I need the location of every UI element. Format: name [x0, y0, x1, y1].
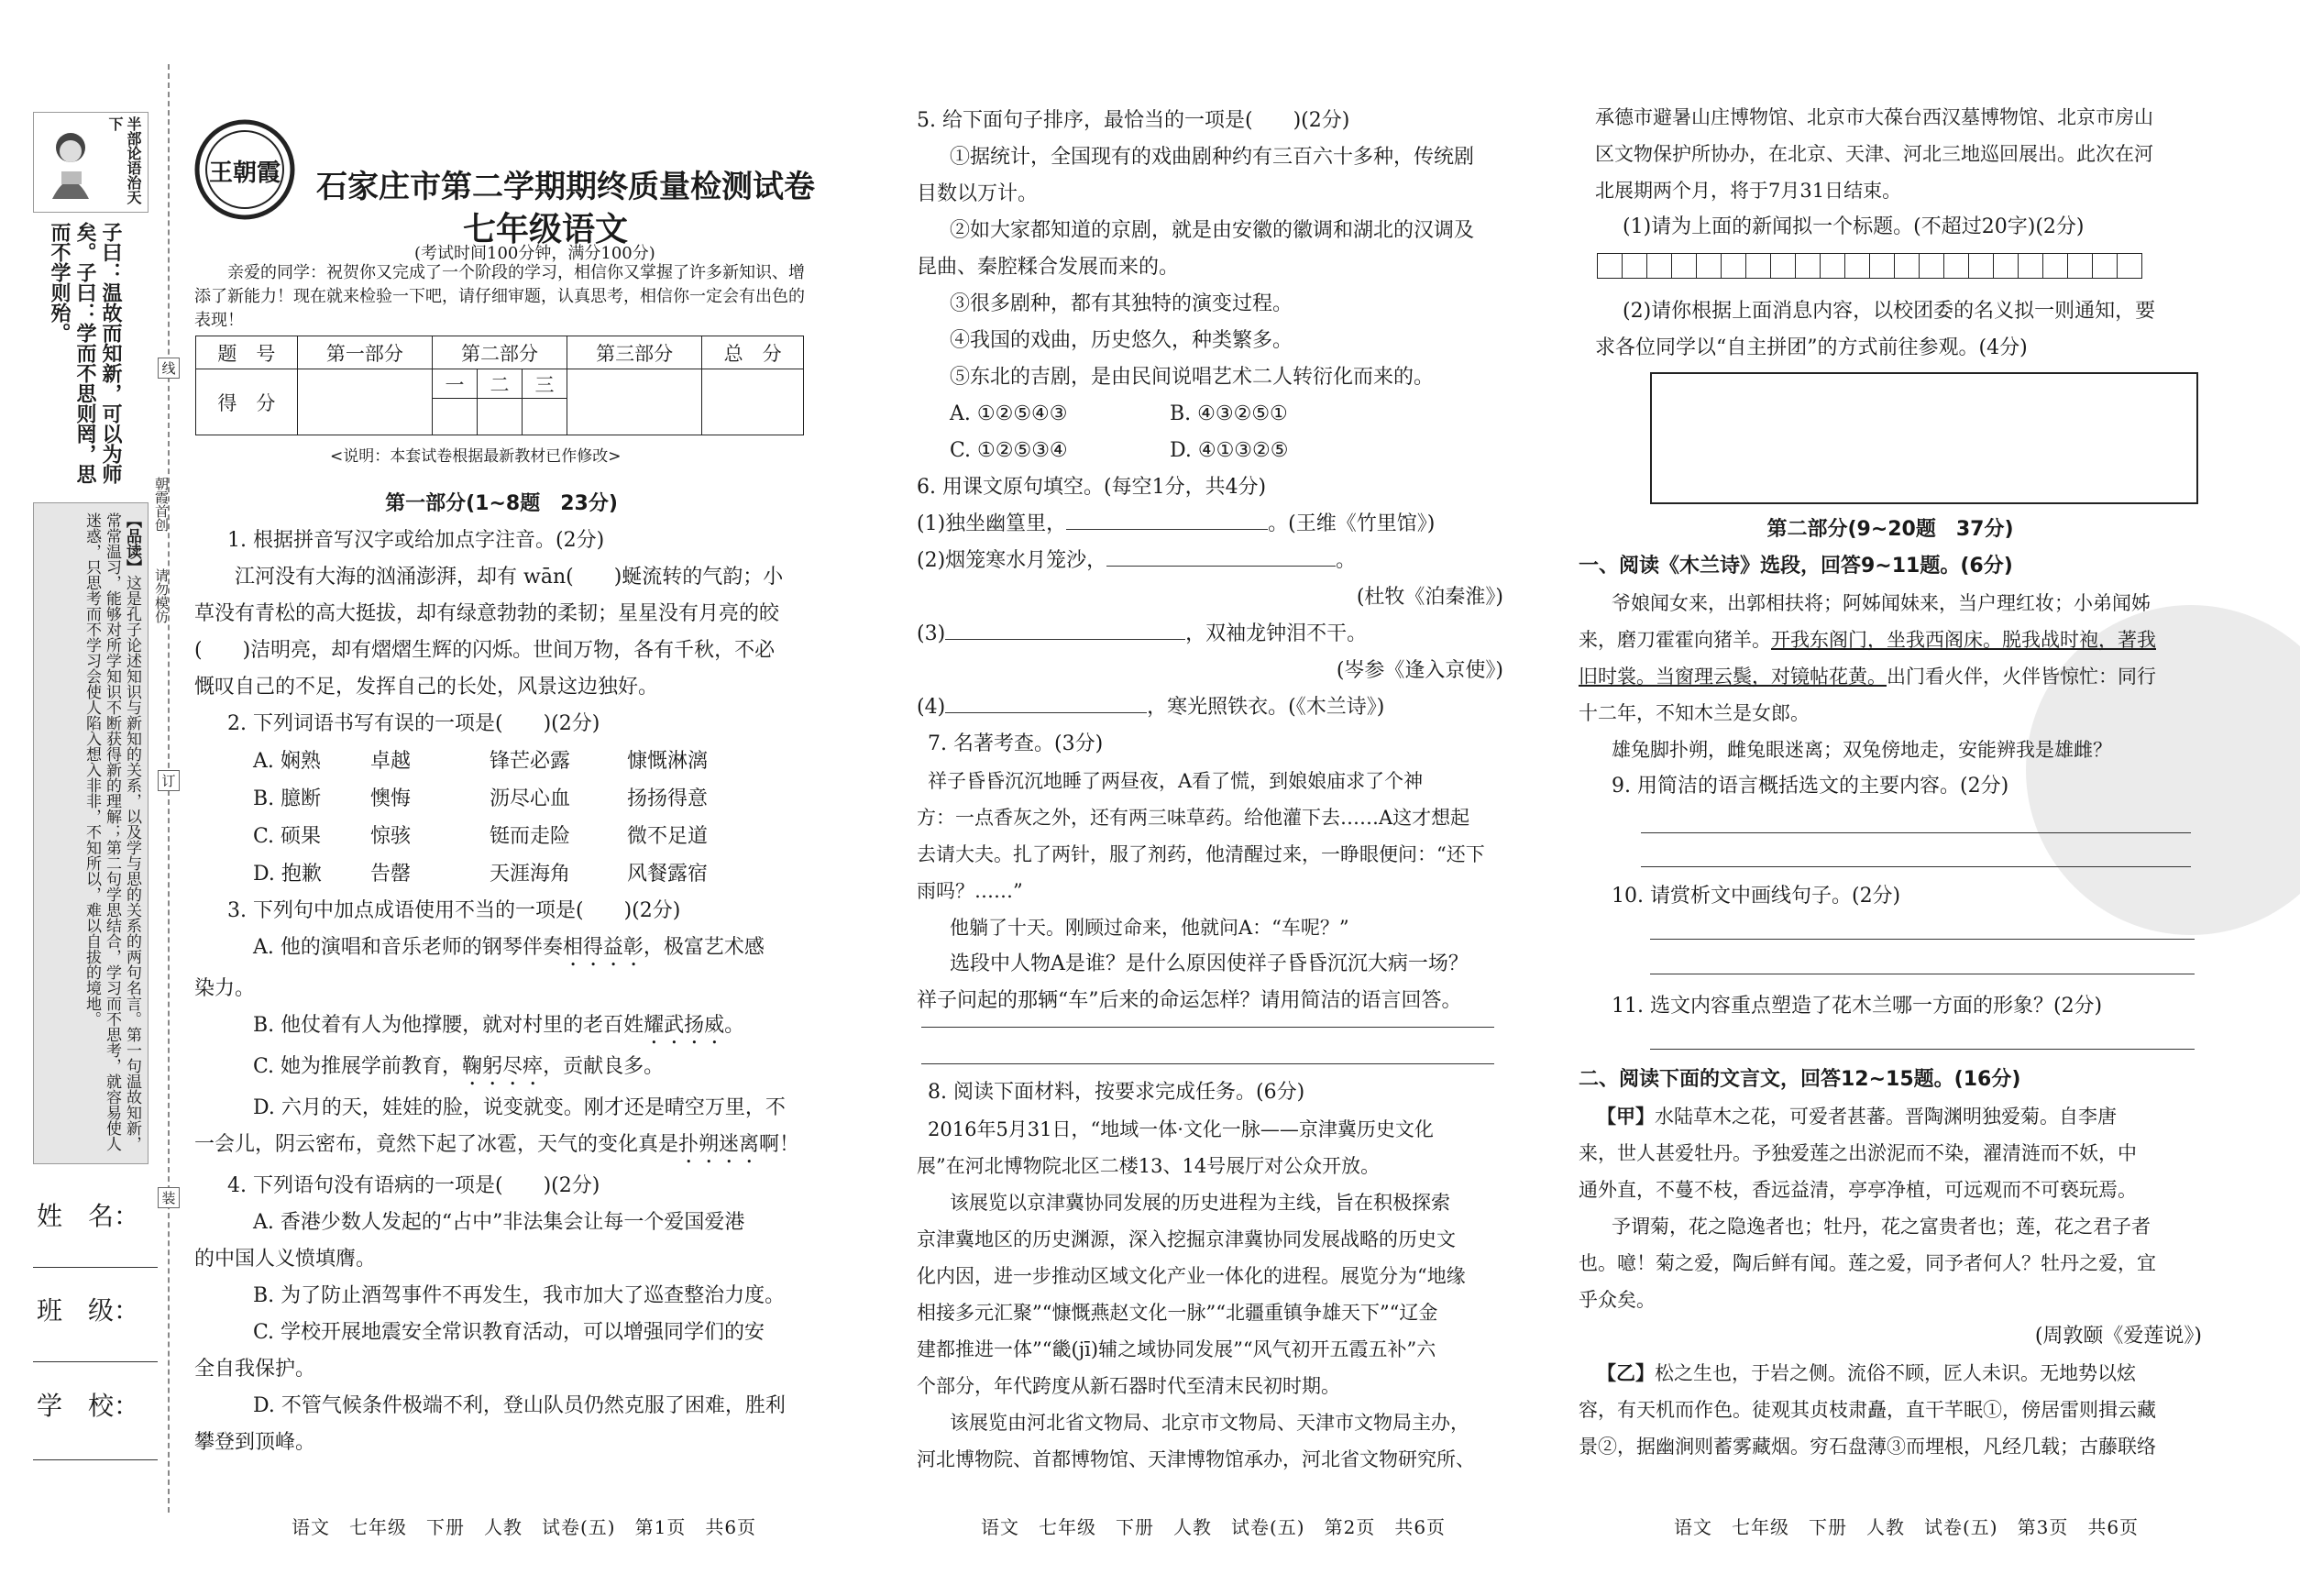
q7-question-2: 祥子问起的那辆“车”后来的命运怎样？请用简洁的语言回答。 [917, 989, 1462, 1012]
mulan-text-4: 十二年，不知木兰是女郎。 [1579, 702, 1810, 724]
side-quote: 子曰：温故而知新，可以为师矣。子曰：学而不思则罔，思而不学则殆。 [48, 222, 122, 484]
q8-text-1: 2016年5月31日，“地域一体·文化一脉——京津冀历史文化 [928, 1118, 1434, 1140]
class-field[interactable] [33, 1361, 158, 1362]
score-header-no: 题 号 [196, 336, 298, 369]
q5-option-a[interactable]: A. ①②⑤④③ [950, 402, 1068, 425]
name-label: 姓 名： [37, 1201, 140, 1231]
q8-text-10: 河北博物院、首都博物馆、天津博物馆承办，河北省文物研究所、 [917, 1448, 1475, 1470]
q5-option-b[interactable]: B. ④③②⑤① [1170, 402, 1288, 425]
q1-title: 1. 根据拼音写汉字或给加点字注音。(2分) [227, 529, 605, 552]
q5-title: 5. 给下面句子排序，最恰当的一项是( )(2分) [917, 109, 1350, 132]
passage-a-1: 【甲】水陆草木之花，可爱者甚蕃。晋陶渊明独爱菊。自李唐 [1597, 1106, 2117, 1128]
q8-text-3: 该展览以京津冀协同发展的历史进程为主线，旨在积极探索 [950, 1192, 1450, 1214]
q6-source-2: (杜牧《泊秦淮》) [1356, 586, 1503, 609]
score-cell-total[interactable] [702, 369, 804, 435]
q8-text-2: 展”在河北博物院北区二楼13、14号展厅对公众开放。 [917, 1155, 1381, 1177]
q7-text-4: 雨吗？……” [917, 880, 1023, 902]
title-answer-grid[interactable] [1597, 253, 2142, 279]
side-badge [33, 112, 149, 213]
section2-title: 第二部分(9~20题 37分) [1766, 518, 2014, 541]
score-sub-2: 二 [477, 369, 522, 399]
q6-title: 6. 用课文原句填空。(每空1分，共4分) [917, 476, 1267, 499]
school-field[interactable] [33, 1459, 158, 1460]
passage-b-2: 容，有天机而作色。徒观其贞枝肃矗，直干芊眠①，傍居雷则揖云藏 [1579, 1399, 2156, 1421]
reading2-title: 二、阅读下面的文言文，回答12~15题。(16分) [1579, 1068, 2021, 1091]
passage-a-4: 予谓菊，花之隐逸者也；牡丹，花之富贵者也；莲，花之君子者 [1612, 1216, 2151, 1238]
revision-note: <说明：本套试卷根据最新教材已作修改> [330, 447, 622, 466]
q8-text-8: 个部分，年代跨度从新石器时代至清末民初时期。 [917, 1375, 1340, 1397]
q3-option-c[interactable]: C. 她为推展学前教育，鞠躬尽瘁，贡献良多。 [253, 1055, 665, 1078]
q11-answer-line-1[interactable] [1650, 1049, 2195, 1050]
q2-option-b[interactable]: B. 臆断 懊悔 沥尽心血 扬扬得意 [253, 787, 709, 810]
q7-question-1: 选段中人物A是谁？是什么原因使祥子昏昏沉沉大病一场？ [950, 952, 1469, 975]
q5-sentence-3: ③很多剧种，都有其独特的演变过程。 [950, 292, 1293, 315]
footer-page2: 语文 七年级 下册 人教 试卷(五) 第2页 共6页 [981, 1516, 1447, 1538]
p3-text-1: 承德市避暑山庄博物馆、北京市大葆台西汉墓博物馆、北京市房山 [1595, 106, 2153, 128]
side-badge-text: 半部论语治天下 [106, 116, 142, 204]
q8-sub-2-cont: 求各位同学以“自主拼团”的方式前往参观。(4分) [1595, 336, 2028, 359]
q8-title: 8. 阅读下面材料，按要求完成任务。(6分) [928, 1081, 1305, 1104]
q5-sentence-2: ②如大家都知道的京剧，就是由安徽的徽调和湖北的汉调及 [950, 219, 1475, 242]
commentary-box [33, 502, 149, 1164]
q6-item-1: (1)独坐幽篁里， 。(王维《竹里馆》) [917, 506, 1503, 543]
q9-answer-line-1[interactable] [1641, 832, 2191, 833]
passage-a-3: 通外直，不蔓不枝，香远益清，亭亭净植，可远观而不可亵玩焉。 [1579, 1179, 2137, 1201]
q5-sentence-1-cont: 目数以万计。 [917, 182, 1039, 205]
q5-sentence-2-cont: 昆曲、秦腔糅合发展而来的。 [917, 256, 1180, 279]
q8-text-4: 京津冀地区的历史渊源，深入挖掘京津冀协同发展战略的历史文 [917, 1228, 1456, 1250]
q3-option-a-cont: 染力。 [194, 977, 256, 1000]
score-header-total: 总 分 [702, 336, 804, 369]
score-cell-2b[interactable] [477, 399, 522, 435]
cut-mark-1: 线 [158, 358, 180, 379]
q6-item-2: (2)烟笼寒水月笼沙， 。 [917, 543, 1503, 579]
column-label-2: 请勿模仿 [153, 568, 170, 623]
mulan-underlined-1: 开我东阁门，坐我西阁床。脱我战时袍，著我 [1771, 629, 2156, 651]
q2-option-c[interactable]: C. 硕果 惊骇 铤而走险 微不足道 [253, 825, 709, 848]
q7-text-1: 祥子昏昏沉沉地睡了两昼夜，A看了慌，到娘娘庙求了个神 [928, 770, 1424, 792]
score-sub-3: 三 [522, 369, 567, 399]
mulan-text-3: 旧时裳。当窗理云鬓，对镜帖花黄。出门看火伴，火伴皆惊忙：同行 [1579, 666, 2156, 688]
passage-a-6: 乎众矣。 [1579, 1289, 1656, 1311]
q6-blank-4[interactable] [945, 690, 1147, 713]
footer-page1: 语文 七年级 下册 人教 试卷(五) 第1页 共6页 [292, 1516, 757, 1538]
q9-title: 9. 用简洁的语言概括选文的主要内容。(2分) [1612, 775, 2009, 798]
score-table [195, 336, 804, 435]
q5-sentence-4: ④我国的戏曲，历史悠久，种类繁多。 [950, 329, 1293, 352]
q8-text-5: 化内因，进一步推动区域文化产业一体化的进程。展览分为“地缘 [917, 1265, 1466, 1287]
q3-option-a[interactable]: A. 他的演唱和音乐老师的钢琴伴奏相得益彰，极富艺术感 [253, 936, 765, 959]
q6-item-4: (4) ，寒光照铁衣。(《木兰诗》) [917, 689, 1503, 726]
q5-option-d[interactable]: D. ④①③②⑤ [1170, 439, 1289, 462]
passage-a-5: 也。噫！菊之爱，陶后鲜有闻。莲之爱，同予者何人？牡丹之爱，宜 [1579, 1252, 2156, 1274]
q4-option-a-cont: 的中国人义愤填膺。 [194, 1248, 377, 1271]
p3-text-2: 区文物保护所协办，在北京、天津、河北三地巡回展出。此次在河 [1595, 143, 2153, 165]
passage-a-source: (周敦颐《爱莲说》) [2034, 1325, 2202, 1348]
cut-mark-3: 装 [158, 1187, 180, 1208]
score-cell-p1[interactable] [297, 369, 432, 435]
q4-option-d-cont: 攀登到顶峰。 [194, 1431, 316, 1454]
q1-text-c: ( )洁明亮，却有熠熠生辉的闪烁。世间万物，各有千秋，不必 [194, 639, 776, 662]
q4-option-a[interactable]: A. 香港少数人发起的“占中”非法集会让每一个爱国爱港 [253, 1211, 745, 1234]
q8-sub-1: (1)请为上面的新闻拟一个标题。(不超过20字)(2分) [1623, 215, 2085, 238]
score-cell-2a[interactable] [432, 399, 477, 435]
school-label: 学 校： [37, 1391, 140, 1421]
p3-text-3: 北展期两个月，将于7月31日结束。 [1595, 180, 1902, 202]
section1-title: 第一部分(1~8题 23分) [385, 492, 618, 515]
q4-option-c-cont: 全自我保护。 [194, 1358, 316, 1381]
exam-subtitle: 七年级语文 [463, 211, 629, 248]
scholar-icon [43, 126, 98, 199]
q3-option-d-cont: 一会儿，阴云密布，竟然下起了冰雹，天气的变化真是扑朔迷离啊！ [194, 1133, 800, 1156]
q4-title: 4. 下列语句没有语病的一项是( )(2分) [227, 1174, 600, 1197]
score-sub-1: 一 [432, 369, 477, 399]
q1-text-b: 草没有青松的高大挺拔，却有绿意勃勃的柔韧；星星没有月亮的皎 [194, 602, 780, 625]
q4-option-c[interactable]: C. 学校开展地震安全常识教育活动，可以增强同学们的安 [253, 1321, 765, 1344]
q8-text-6: 相接多元汇聚”“慷慨燕赵文化一脉”“北疆重镇争雄天下”“辽金 [917, 1302, 1438, 1324]
class-label: 班 级： [37, 1295, 140, 1326]
brand-logo [194, 119, 295, 220]
q4-option-b[interactable]: B. 为了防止酒驾事件不再发生，我市加大了巡查整治力度。 [253, 1284, 786, 1307]
q9-answer-line-2[interactable] [1641, 866, 2191, 867]
q6-blank-3[interactable] [945, 617, 1185, 640]
q8-text-7: 建都推进一体”“畿(jī)辅之域协同发展”“风气初开五霞五补”六 [917, 1338, 1436, 1360]
q1-text-d: 慨叹自己的不足，发挥自己的长处，风景这边独好。 [194, 676, 659, 699]
q2-options [194, 743, 809, 893]
exam-info: (考试时间100分钟，满分100分) [414, 244, 655, 263]
score-cell-2c[interactable] [522, 399, 567, 435]
passage-a-2: 来，世人甚爱牡丹。予独爱莲之出淤泥而不染，濯清涟而不妖，中 [1579, 1142, 2137, 1164]
q6-source-3: (岑参《逢入京使》) [1336, 659, 1503, 682]
q6-blank-2[interactable] [1106, 544, 1336, 567]
score-row-label: 得 分 [196, 369, 298, 435]
q10-title: 10. 请赏析文中画线句子。(2分) [1612, 885, 1901, 908]
q5-sentence-5: ⑤东北的吉剧，是由民间说唱艺术二人转衍化而来的。 [950, 366, 1435, 389]
commentary-text: 这是孔子论述知识与新知的关系，以及学与思的关系的两句名言。第一句温故知新，常常温习，能够对所学知识不断获得新的理解；第二句学思结合，学习而不思考，就容易使人迷惑，只思考而不学习会使人陷入想入非非，不知所以，难以自拔的境地。 [83, 512, 141, 1151]
q8-text-9: 该展览由河北省文物局、北京市文物局、天津市文物局主办， [950, 1412, 1469, 1434]
q7-title: 7. 名著考查。(3分) [928, 732, 1104, 755]
column-label-1: 朝霞首创 [153, 477, 170, 532]
notice-answer-box[interactable] [1650, 372, 2198, 504]
cut-mark-2: 订 [158, 770, 180, 791]
q4-option-d[interactable]: D. 不管气候条件极端不利，登山队员仍然克服了困难，胜利 [253, 1394, 786, 1417]
q6-blank-1[interactable] [1066, 507, 1268, 530]
q6-item-3: (3) ，双袖龙钟泪不干。 [917, 616, 1503, 653]
q3-title: 3. 下列句中加点成语使用不当的一项是( )(2分) [227, 899, 681, 922]
q3-option-b[interactable]: B. 他仗着有人为他撑腰，就对村里的老百姓耀武扬威。 [253, 1014, 745, 1037]
commentary-label: 【品读】 [123, 512, 141, 575]
passage-b-1: 【乙】松之生也，于岩之侧。流俗不顾，匠人未识。无地势以炫 [1597, 1362, 2136, 1384]
score-header-p1: 第一部分 [297, 336, 432, 369]
greeting: 亲爱的同学：祝贺你又完成了一个阶段的学习，相信你又掌握了许多新知识、增添了新能力！现在就来检验一下吧，请仔细审题，认真思考，相信你一定会有出色的表现！ [194, 263, 805, 330]
footer-page3: 语文 七年级 下册 人教 试卷(五) 第3页 共6页 [1674, 1516, 2140, 1538]
mulan-underlined-2: 旧时裳。当窗理云鬓，对镜帖花黄。 [1579, 666, 1887, 688]
q2-option-a[interactable]: A. 娴熟 卓越 锋芒必露 慷慨淋漓 [253, 750, 709, 773]
score-header-p3: 第三部分 [567, 336, 702, 369]
mulan-text-2: 来，磨刀霍霍向猪羊。开我东阁门，坐我西阁床。脱我战时袍，著我 [1579, 629, 2156, 651]
q5-option-c[interactable]: C. ①②⑤③④ [950, 439, 1068, 462]
q7-answer-line-1[interactable] [921, 1027, 1494, 1028]
mulan-text-5: 雄兔脚扑朔，雌兔眼迷离；双兔傍地走，安能辨我是雄雌？ [1612, 739, 2112, 761]
name-field[interactable] [33, 1267, 158, 1268]
score-header-p2: 第二部分 [432, 336, 567, 369]
brand-name: 王朝霞 [208, 160, 281, 187]
score-cell-p3[interactable] [567, 369, 702, 435]
q8-sub-2: (2)请你根据上面消息内容，以校团委的名义拟一则通知，要 [1623, 300, 2156, 323]
q10-answer-line-1[interactable] [1650, 939, 2195, 940]
exam-title: 石家庄市第二学期期终质量检测试卷 [316, 169, 815, 205]
q7-answer-line-2[interactable] [921, 1063, 1494, 1064]
q5-sentence-1: ①据统计，全国现有的戏曲剧种约有三百六十多种，传统剧 [950, 146, 1475, 169]
mulan-text-1: 爷娘闻女来，出郭相扶将；阿姊闻妹来，当户理红妆；小弟闻姊 [1612, 592, 2151, 614]
q7-text-5: 他躺了十天。刚顾过命来，他就问A：“车呢？” [950, 917, 1349, 939]
q3-option-d[interactable]: D. 六月的天，娃娃的脸，说变就变。刚才还是晴空万里，不 [253, 1096, 786, 1119]
q2-title: 2. 下列词语书写有误的一项是( )(2分) [227, 712, 600, 735]
q7-text-3: 去请大夫。扎了两针，服了剂药，他清醒过来，一睁眼便问：“还下 [917, 843, 1485, 865]
reading1-title: 一、阅读《木兰诗》选段，回答9~11题。(6分) [1579, 555, 2013, 578]
q1-text-a: 江河没有大海的汹涌澎湃，却有 wān( )蜒流转的气韵；小 [235, 566, 784, 589]
q2-option-d[interactable]: D. 抱歉 告罄 天涯海角 风餐露宿 [253, 863, 709, 886]
passage-b-3: 景②，据幽涧则蓄雾藏烟。穷石盘薄③而埋根，凡经几载；古藤联络 [1579, 1436, 2156, 1458]
q11-title: 11. 选文内容重点塑造了花木兰哪一方面的形象？(2分) [1612, 995, 2103, 1018]
q7-text-2: 方：一点香灰之外，还有两三味草药。给他灌下去……A这才想起 [917, 807, 1470, 829]
